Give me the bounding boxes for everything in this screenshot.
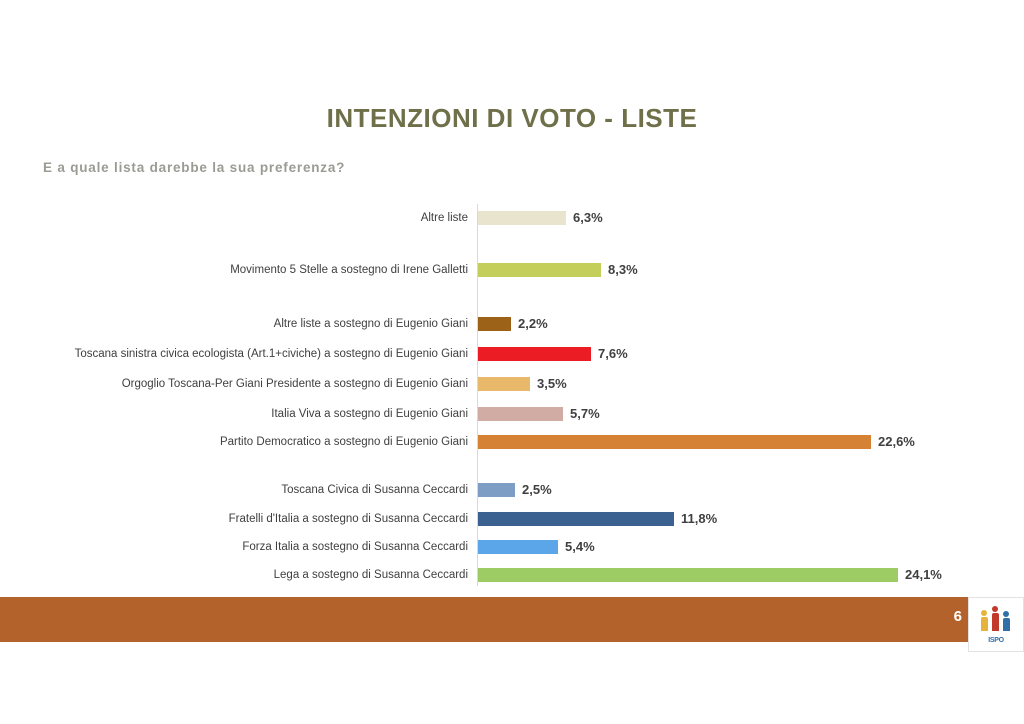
bar-chart (43, 200, 983, 590)
bar-value: 3,5% (537, 376, 567, 391)
bar-label: Toscana Civica di Susanna Ceccardi (281, 484, 468, 496)
bar-value: 5,4% (565, 539, 595, 554)
chart-row (43, 262, 983, 278)
bar-segment (478, 435, 871, 449)
chart-row (43, 376, 983, 392)
bar-value: 5,7% (570, 406, 600, 421)
bar-value: 7,6% (598, 346, 628, 361)
bar-label: Partito Democratico a sostegno di Eugenio Giani (219, 436, 468, 448)
chart-row (43, 346, 983, 362)
bar-label: Lega a sostegno di Susanna Ceccardi (273, 569, 468, 581)
bar-segment (478, 263, 601, 277)
chart-row (43, 511, 983, 527)
bar-value: 6,3% (573, 210, 603, 225)
logo (968, 597, 1024, 652)
bar-segment (478, 483, 515, 497)
footer-bar (0, 597, 968, 642)
bar-segment (478, 347, 591, 361)
bar-segment (478, 540, 558, 554)
chart-row (43, 406, 983, 422)
bar-value: 8,3% (608, 262, 638, 277)
logo-text: ISPO (988, 637, 1004, 644)
bar-label: Altre liste (420, 212, 468, 224)
bar-label: Italia Viva a sostegno di Eugenio Giani (271, 408, 468, 420)
bar-segment (478, 377, 530, 391)
bar-segment (478, 317, 511, 331)
chart-row (43, 539, 983, 555)
bar-segment (478, 211, 566, 225)
page-title: INTENZIONI DI VOTO - LISTE (326, 103, 698, 133)
bar-value: 22,6% (878, 434, 915, 449)
chart-row (43, 482, 983, 498)
bar-value: 11,8% (681, 511, 718, 526)
bar-label: Fratelli d'Italia a sostegno di Susanna Ceccardi (228, 513, 468, 525)
chart-row (43, 210, 983, 226)
bar-label: Altre liste a sostegno di Eugenio Giani (273, 318, 468, 330)
chart-subtitle: E a quale lista darebbe la sua preferenza? (43, 160, 346, 175)
bar-segment (478, 407, 563, 421)
bar-label: Toscana sinistra civica ecologista (Art.1+civiche) a sostegno di Eugenio Giani (74, 348, 468, 360)
chart-row (43, 316, 983, 332)
bar-label: Forza Italia a sostegno di Susanna Ceccardi (242, 541, 468, 553)
bar-value: 24,1% (905, 567, 942, 582)
logo-figures-icon (973, 604, 1019, 646)
bar-label: Orgoglio Toscana-Per Giani Presidente a sostegno di Eugenio Giani (121, 378, 468, 390)
chart-row (43, 434, 983, 450)
chart-row (43, 567, 983, 583)
bar-label: Movimento 5 Stelle a sostegno di Irene Galletti (230, 264, 468, 276)
page-number: 6 (953, 608, 962, 625)
bar-value: 2,2% (518, 316, 548, 331)
bar-segment (478, 568, 898, 582)
bar-segment (478, 512, 674, 526)
bar-value: 2,5% (522, 482, 552, 497)
